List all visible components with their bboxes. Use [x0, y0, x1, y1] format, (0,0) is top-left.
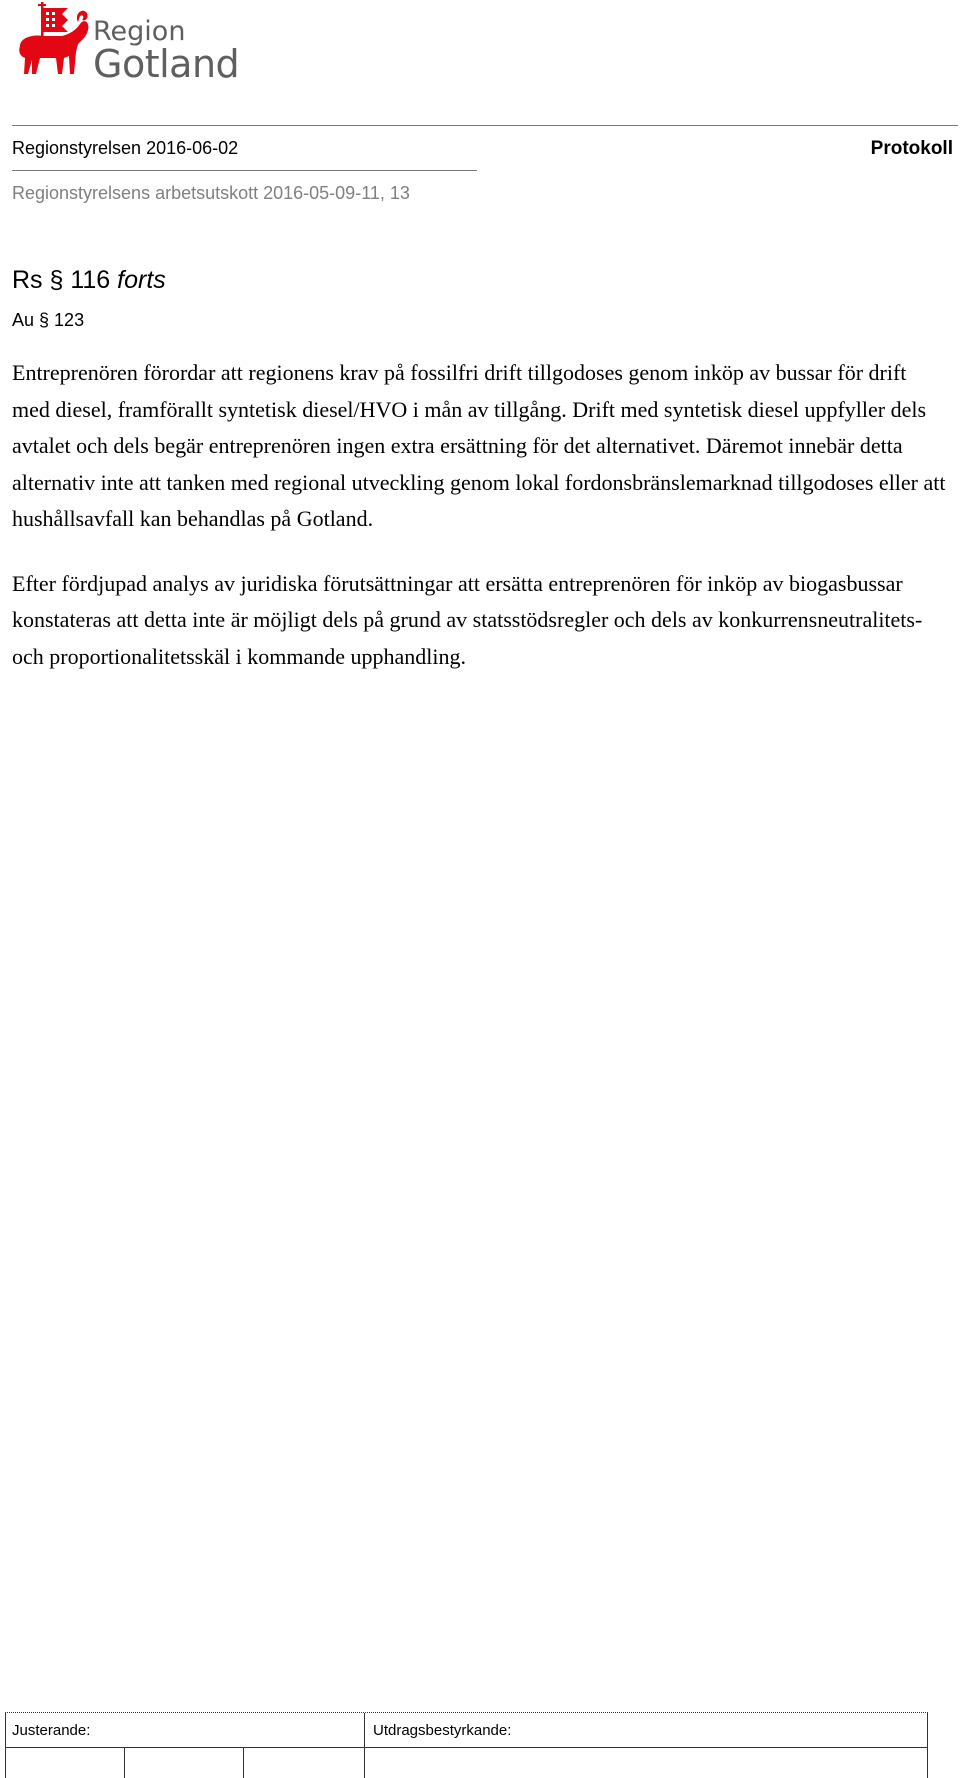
section-number: 116	[63, 266, 118, 294]
sub-number: 123	[49, 310, 85, 330]
sub-symbol: §	[39, 310, 50, 330]
utdragsbestyrkande-label: Utdragsbestyrkande:	[373, 1722, 512, 1739]
document-body	[12, 355, 947, 703]
justerande-label: Justerande:	[12, 1722, 91, 1739]
subheader-rule	[12, 170, 477, 171]
region-gotland-logo	[12, 0, 242, 92]
paragraph: Entreprenören förordar att regionens krav på fossilfri drift tillgodoses genom inköp av bussar för drift med diesel, framförallt syntetisk diesel/HVO i mån av tillgång. Drift med syntetisk diesel uppfyller dels avtalet och dels begär entreprenören ingen extra ersättning för det alternativet. Däremot innebär detta alternativ inte att tanken med regional utveckling genom lokal fordonsbränslemarknad tillgodoses eller att hushållsavfall kan behandlas på Gotland.	[12, 360, 946, 531]
logo-line-1: Region	[93, 16, 186, 47]
meeting-date: Regionstyrelsen 2016-06-02	[12, 138, 239, 158]
sub-prefix: Au	[12, 310, 40, 330]
signature-footer	[5, 1712, 928, 1778]
footer-divider	[364, 1713, 365, 1778]
paragraph: Efter fördjupad analys av juridiska förutsättningar att ersätta entreprenören för inköp av biogasbussar konstateras att detta inte är möjligt dels på grund av statsstödsregler och dels av konkurrensneutralitets- och proportionalitetsskäl i kommande upphandling.	[12, 570, 923, 669]
logo-line-2: Gotland	[93, 42, 240, 86]
section-subheading	[12, 310, 84, 331]
signature-cell-divider	[124, 1747, 125, 1778]
section-continued: forts	[117, 266, 166, 294]
logo-wordmark	[93, 16, 240, 86]
gotland-ram-icon	[12, 0, 92, 92]
document-type: Protokoll	[870, 138, 953, 159]
sub-meeting: Regionstyrelsens arbetsutskott 2016-05-09-11, 13	[12, 183, 410, 203]
header-rule	[12, 125, 958, 126]
signature-cell-divider	[243, 1747, 244, 1778]
section-symbol: §	[49, 266, 64, 294]
section-prefix: Rs	[12, 266, 50, 294]
section-heading	[12, 266, 166, 295]
